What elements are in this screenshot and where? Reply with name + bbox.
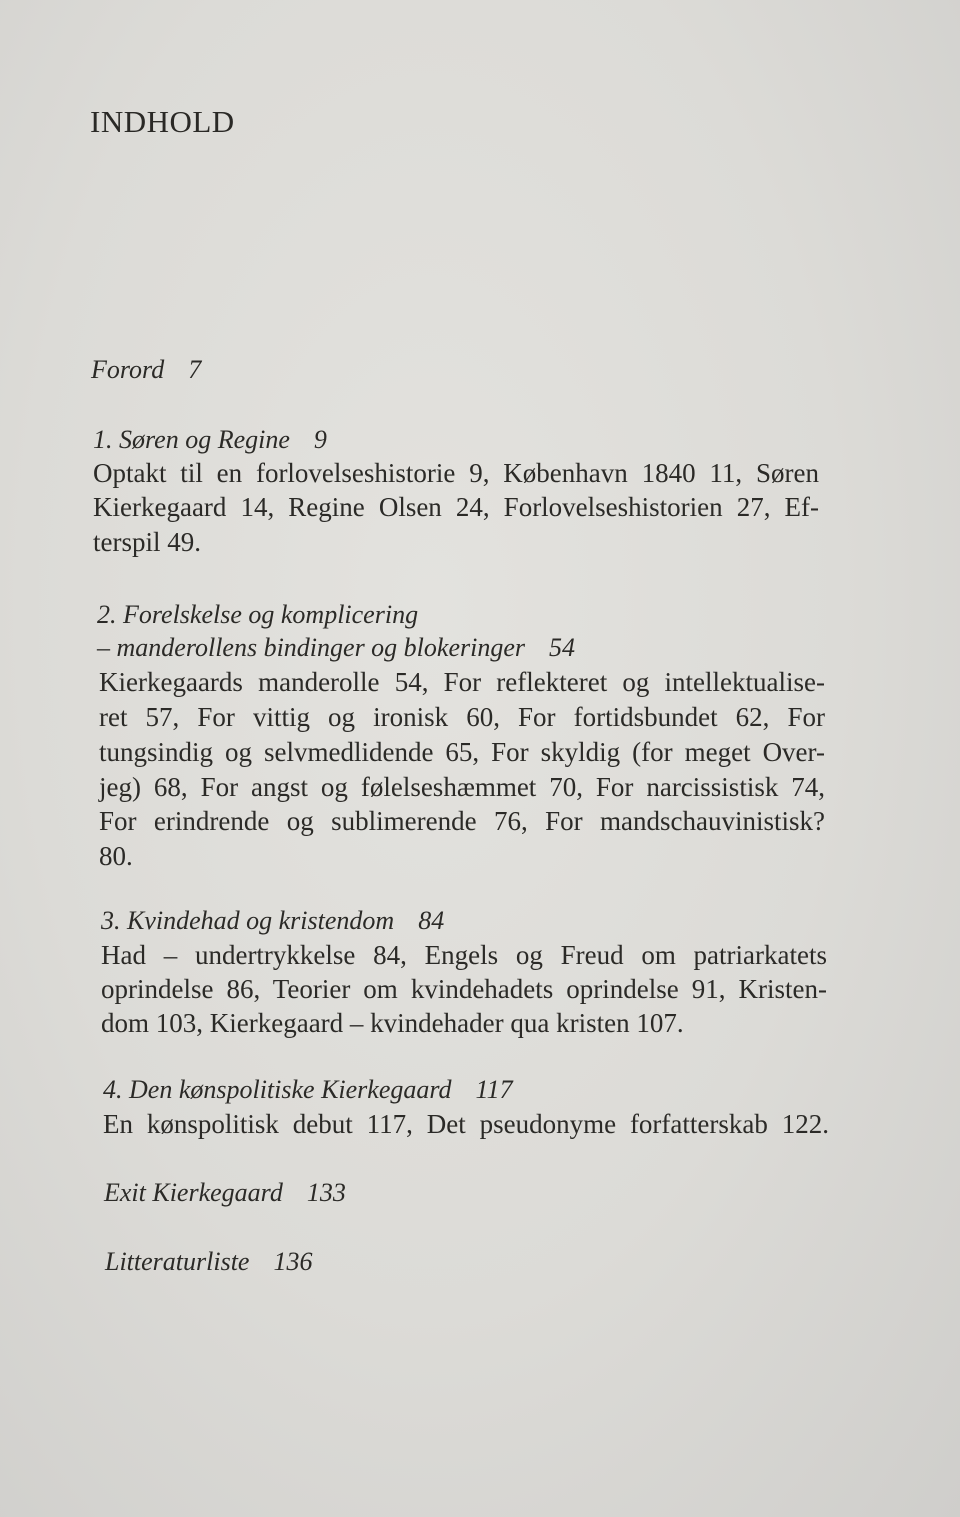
chapter-3-line: dom 103, Kierkegaard – kvindehader qua kristen 107. xyxy=(101,1008,684,1038)
chapter-number: 3. xyxy=(101,906,121,935)
chapter-1-line: Kierkegaard 14, Regine Olsen 24, Forlovelseshistorien 27, Ef- xyxy=(93,492,819,522)
chapter-3-heading xyxy=(101,904,444,938)
entry-page: 7 xyxy=(188,355,202,384)
chapter-3-line: oprindelse 86, Teorier om kvindehadets oprindelse 91, Kristen- xyxy=(101,974,827,1004)
toc-entry-litteraturliste xyxy=(105,1245,312,1279)
chapter-page: 54 xyxy=(548,633,575,662)
chapter-title: Kvindehad og kristendom xyxy=(127,906,395,935)
chapter-2-line: tungsindig og selvmedlidende 65, For skyldig (for meget Over- xyxy=(99,737,825,767)
chapter-number: 4. xyxy=(103,1075,123,1104)
chapter-number: 2. xyxy=(97,600,117,629)
entry-page: 136 xyxy=(273,1247,313,1276)
chapter-2-line: 80. xyxy=(99,841,133,871)
chapter-4-heading xyxy=(103,1073,513,1107)
chapter-page: 9 xyxy=(313,425,327,454)
chapter-page: 117 xyxy=(475,1075,513,1104)
chapter-2-line: Kierkegaards manderolle 54, For reflekteret og intellektualise- xyxy=(99,667,825,697)
chapter-2-line: For erindrende og sublimerende 76, For mandschauvinistisk? xyxy=(99,806,825,836)
page-title: INDHOLD xyxy=(90,104,235,139)
entry-title: Forord xyxy=(91,355,165,384)
chapter-title: Den kønspolitiske Kierkegaard xyxy=(129,1075,452,1104)
chapter-2-subtitle xyxy=(97,631,575,665)
chapter-title: Forelskelse og komplicering xyxy=(123,600,419,629)
chapter-number: 1. xyxy=(93,425,113,454)
chapter-1-line: terspil 49. xyxy=(93,527,201,557)
chapter-4-line: En kønspolitisk debut 117, Det pseudonyme forfatterskab 122. xyxy=(103,1109,829,1139)
toc-entry-forord xyxy=(91,353,201,387)
chapter-2-line: jeg) 68, For angst og følelseshæmmet 70, For narcissistisk 74, xyxy=(99,772,825,802)
chapter-subtitle: – manderollens bindinger og blokeringer xyxy=(97,633,525,662)
chapter-1-heading xyxy=(93,423,327,457)
entry-title: Exit Kierkegaard xyxy=(104,1178,283,1207)
chapter-title: Søren og Regine xyxy=(119,425,290,454)
entry-title: Litteraturliste xyxy=(105,1247,250,1276)
chapter-3-line: Had – undertrykkelse 84, Engels og Freud om patriarkatets xyxy=(101,940,827,970)
chapter-page: 84 xyxy=(418,906,445,935)
entry-page: 133 xyxy=(306,1178,346,1207)
chapter-2-line: ret 57, For vittig og ironisk 60, For fortidsbundet 62, For xyxy=(99,702,825,732)
chapter-1-line: Optakt til en forlovelseshistorie 9, København 1840 11, Søren xyxy=(93,458,819,488)
toc-entry-exit xyxy=(104,1176,346,1210)
chapter-2-heading xyxy=(97,598,418,632)
